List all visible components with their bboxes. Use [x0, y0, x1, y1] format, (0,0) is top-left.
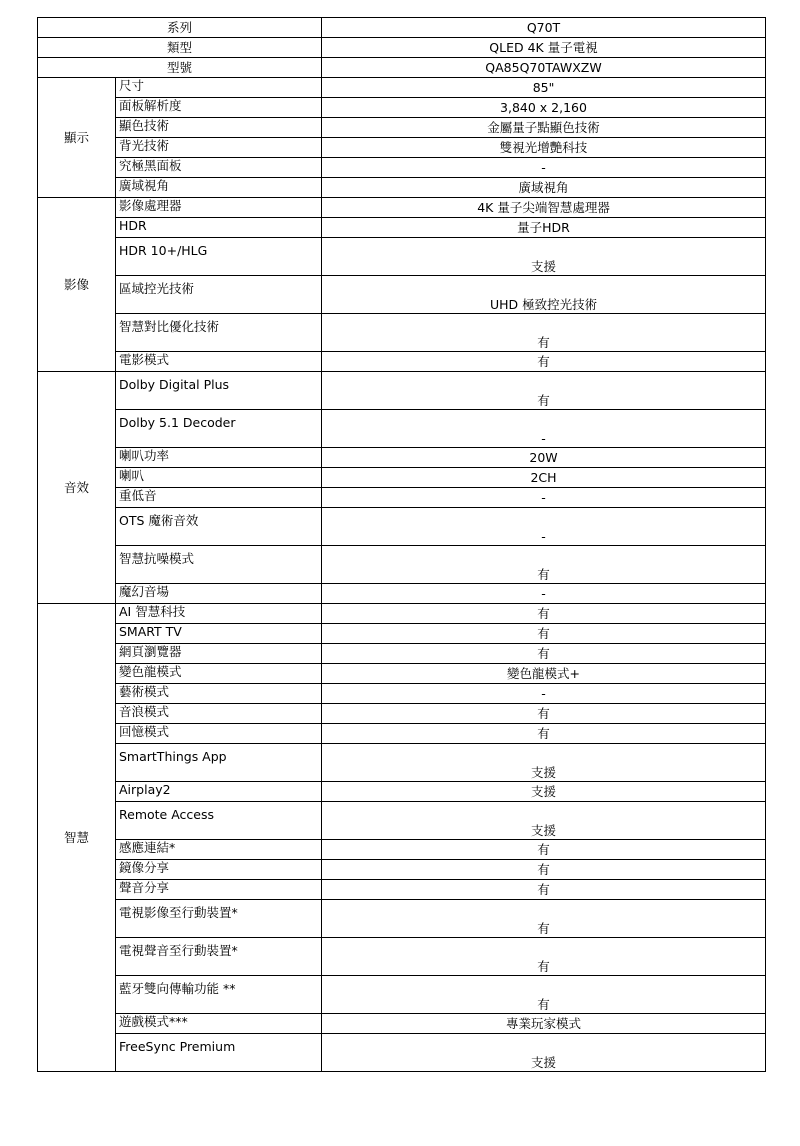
spec-label: 面板解析度	[116, 98, 322, 118]
spec-label: 遊戲模式***	[116, 1014, 322, 1034]
spec-row	[38, 604, 766, 624]
spec-row	[38, 664, 766, 684]
spec-row	[38, 118, 766, 138]
spec-value: 量子HDR	[322, 218, 766, 238]
spec-row	[38, 158, 766, 178]
spec-label: 魔幻音場	[116, 584, 322, 604]
spec-label: 喇叭功率	[116, 448, 322, 468]
spec-label: 網頁瀏覽器	[116, 644, 322, 664]
spec-value: 變色龍模式+	[322, 664, 766, 684]
spec-table	[37, 17, 766, 1072]
spec-row	[38, 938, 766, 976]
category-cell: 智慧	[38, 604, 116, 1072]
spec-label: 重低音	[116, 488, 322, 508]
spec-value: -	[322, 158, 766, 178]
spec-label: 鏡像分享	[116, 860, 322, 880]
spec-label: 喇叭	[116, 468, 322, 488]
spec-row	[38, 138, 766, 158]
header-label: 類型	[38, 38, 322, 58]
spec-row	[38, 448, 766, 468]
spec-label: Dolby Digital Plus	[116, 372, 322, 410]
spec-label: FreeSync Premium	[116, 1034, 322, 1072]
spec-value: 20W	[322, 448, 766, 468]
header-row	[38, 58, 766, 78]
spec-label: 回憶模式	[116, 724, 322, 744]
spec-value: 有	[322, 860, 766, 880]
header-label: 系列	[38, 18, 322, 38]
spec-value: 有	[322, 976, 766, 1014]
spec-row	[38, 372, 766, 410]
spec-label: 區域控光技術	[116, 276, 322, 314]
spec-label: HDR	[116, 218, 322, 238]
spec-value: 支援	[322, 744, 766, 782]
spec-row	[38, 976, 766, 1014]
spec-row	[38, 584, 766, 604]
spec-row	[38, 900, 766, 938]
spec-label: 變色龍模式	[116, 664, 322, 684]
spec-value: 有	[322, 704, 766, 724]
spec-row	[38, 218, 766, 238]
spec-row	[38, 684, 766, 704]
spec-value: 有	[322, 372, 766, 410]
spec-row	[38, 508, 766, 546]
spec-label: 背光技術	[116, 138, 322, 158]
spec-row	[38, 352, 766, 372]
spec-value: 有	[322, 624, 766, 644]
spec-label: HDR 10+/HLG	[116, 238, 322, 276]
header-label: 型號	[38, 58, 322, 78]
category-cell: 顯示	[38, 78, 116, 198]
header-value: QA85Q70TAWXZW	[322, 58, 766, 78]
spec-row	[38, 1014, 766, 1034]
spec-label: 影像處理器	[116, 198, 322, 218]
header-value: QLED 4K 量子電視	[322, 38, 766, 58]
spec-row	[38, 276, 766, 314]
spec-value: -	[322, 584, 766, 604]
spec-value: 支援	[322, 238, 766, 276]
spec-value: 4K 量子尖端智慧處理器	[322, 198, 766, 218]
spec-value: 廣域視角	[322, 178, 766, 198]
spec-row	[38, 546, 766, 584]
spec-row	[38, 198, 766, 218]
spec-label: Airplay2	[116, 782, 322, 802]
spec-row	[38, 98, 766, 118]
spec-row	[38, 880, 766, 900]
spec-row	[38, 488, 766, 508]
spec-value: 有	[322, 724, 766, 744]
spec-value: -	[322, 410, 766, 448]
spec-row	[38, 840, 766, 860]
spec-row	[38, 468, 766, 488]
spec-value: 金屬量子點顯色技術	[322, 118, 766, 138]
spec-value: 專業玩家模式	[322, 1014, 766, 1034]
spec-row	[38, 1034, 766, 1072]
category-cell: 影像	[38, 198, 116, 372]
spec-label: 智慧抗噪模式	[116, 546, 322, 584]
spec-label: 尺寸	[116, 78, 322, 98]
spec-label: 顯色技術	[116, 118, 322, 138]
spec-row	[38, 178, 766, 198]
spec-label: 電影模式	[116, 352, 322, 372]
spec-value: 支援	[322, 1034, 766, 1072]
spec-value: 有	[322, 938, 766, 976]
spec-label: Dolby 5.1 Decoder	[116, 410, 322, 448]
spec-label: 藝術模式	[116, 684, 322, 704]
spec-value: 3,840 x 2,160	[322, 98, 766, 118]
category-cell: 音效	[38, 372, 116, 604]
spec-label: SmartThings App	[116, 744, 322, 782]
spec-value: 支援	[322, 782, 766, 802]
spec-value: -	[322, 684, 766, 704]
spec-row	[38, 78, 766, 98]
header-row	[38, 38, 766, 58]
spec-value: 支援	[322, 802, 766, 840]
spec-value: 有	[322, 314, 766, 352]
spec-label: SMART TV	[116, 624, 322, 644]
spec-label: 電視影像至行動裝置*	[116, 900, 322, 938]
spec-value: 85"	[322, 78, 766, 98]
spec-value: 2CH	[322, 468, 766, 488]
spec-value: -	[322, 508, 766, 546]
spec-value: UHD 極致控光技術	[322, 276, 766, 314]
spec-table-body	[38, 18, 766, 1072]
spec-label: 感應連結*	[116, 840, 322, 860]
spec-value: 有	[322, 352, 766, 372]
spec-row	[38, 744, 766, 782]
spec-label: OTS 魔術音效	[116, 508, 322, 546]
spec-row	[38, 724, 766, 744]
spec-row	[38, 238, 766, 276]
spec-label: 智慧對比優化技術	[116, 314, 322, 352]
spec-row	[38, 782, 766, 802]
spec-label: 音浪模式	[116, 704, 322, 724]
spec-row	[38, 410, 766, 448]
spec-value: 有	[322, 900, 766, 938]
spec-label: AI 智慧科技	[116, 604, 322, 624]
spec-row	[38, 860, 766, 880]
header-row	[38, 18, 766, 38]
spec-row	[38, 704, 766, 724]
spec-value: 有	[322, 840, 766, 860]
spec-label: Remote Access	[116, 802, 322, 840]
spec-row	[38, 624, 766, 644]
spec-label: 電視聲音至行動裝置*	[116, 938, 322, 976]
spec-row	[38, 802, 766, 840]
spec-value: 雙視光增艷科技	[322, 138, 766, 158]
spec-value: 有	[322, 604, 766, 624]
spec-label: 究極黑面板	[116, 158, 322, 178]
header-value: Q70T	[322, 18, 766, 38]
spec-value: -	[322, 488, 766, 508]
spec-value: 有	[322, 644, 766, 664]
spec-label: 聲音分享	[116, 880, 322, 900]
spec-label: 廣域視角	[116, 178, 322, 198]
spec-value: 有	[322, 546, 766, 584]
spec-value: 有	[322, 880, 766, 900]
spec-row	[38, 314, 766, 352]
spec-label: 藍牙雙向傳輸功能 **	[116, 976, 322, 1014]
spec-row	[38, 644, 766, 664]
